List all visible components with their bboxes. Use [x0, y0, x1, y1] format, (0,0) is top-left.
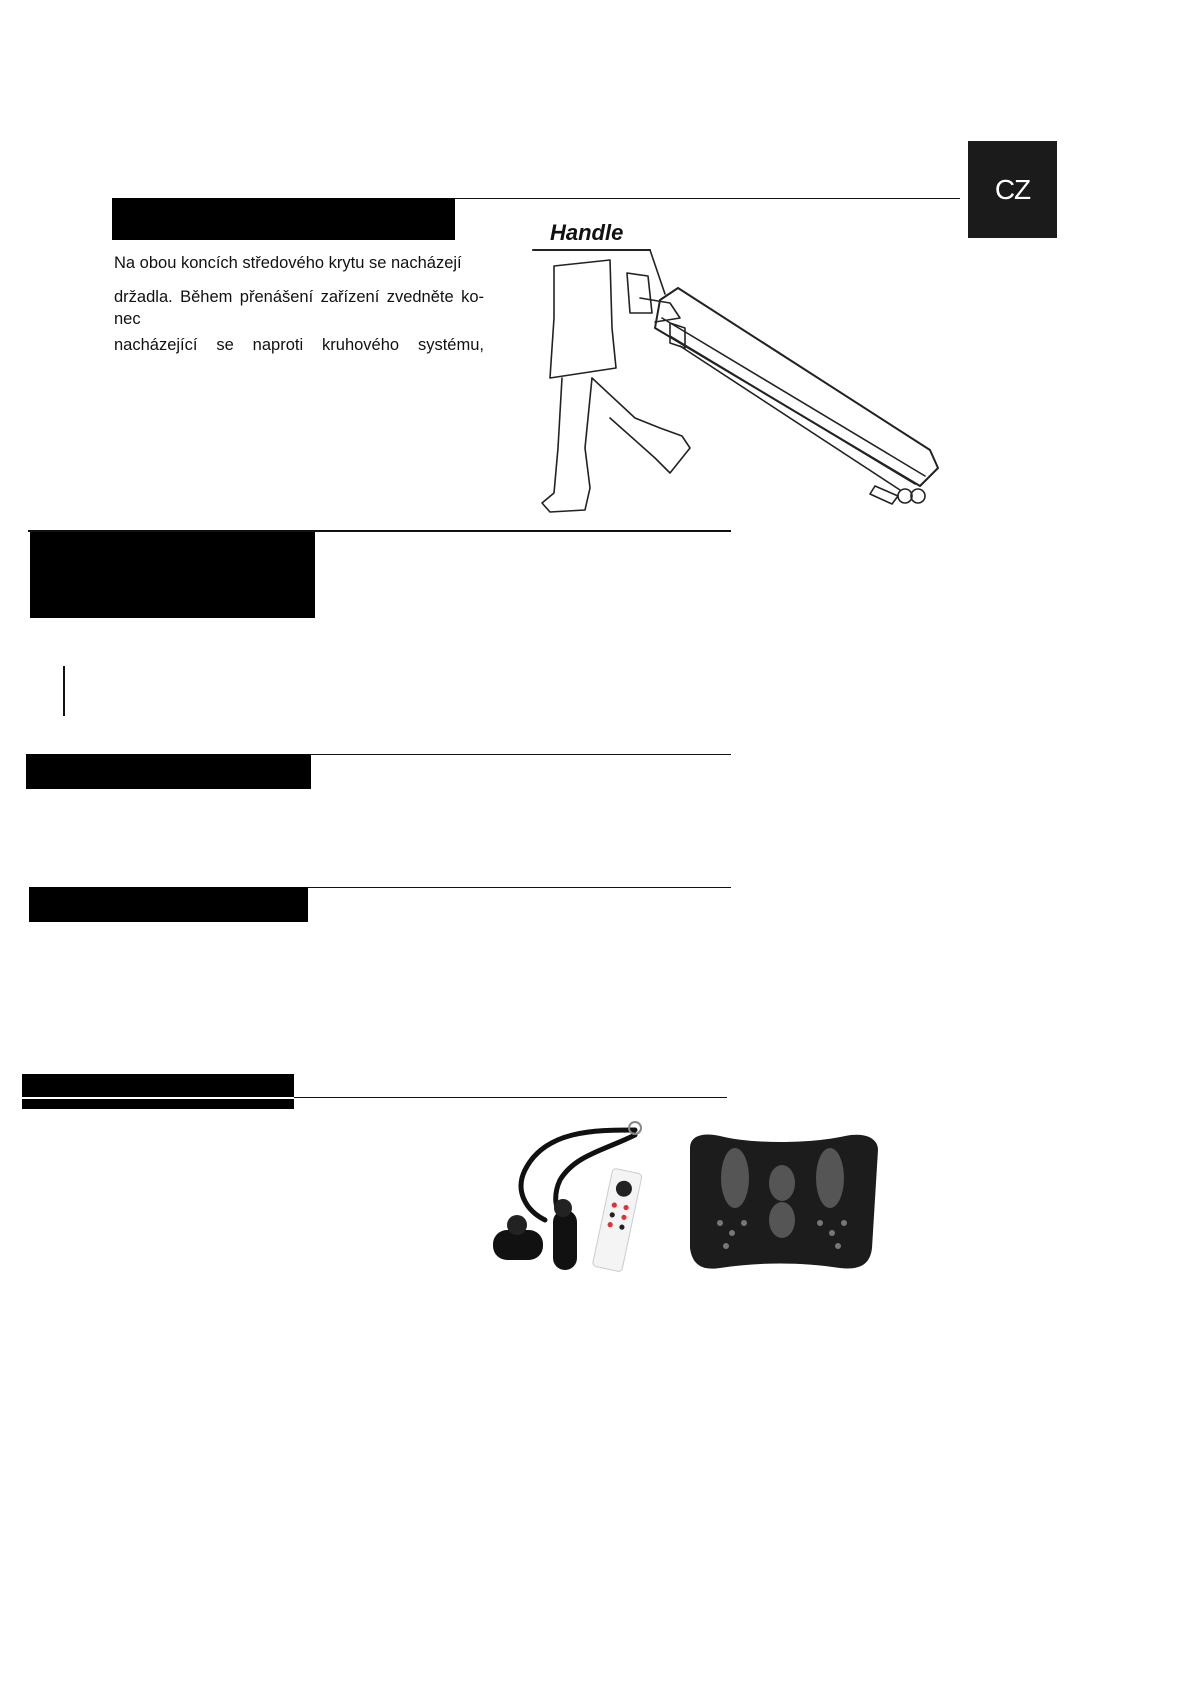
- resistance-band-remote-illustration: [485, 1110, 675, 1285]
- para-line-3: nacházející se naproti kruhového systému,: [114, 336, 484, 354]
- section2-heading-bar: [30, 532, 315, 618]
- section3-rule: [310, 754, 731, 755]
- section5-rule: [294, 1097, 727, 1098]
- section5-heading-bar: [22, 1074, 294, 1109]
- illustration-handle-label: Handle: [550, 220, 624, 245]
- section1-paragraph: [114, 252, 484, 356]
- language-tab: [968, 141, 1057, 238]
- vertical-marker: [63, 666, 65, 716]
- section4-heading-bar: [29, 887, 308, 922]
- para-line-1: Na obou koncích středového krytu se nacházejí: [114, 254, 462, 272]
- massage-mat-illustration: [680, 1128, 885, 1278]
- section5-bar-stripe: [22, 1097, 294, 1099]
- section4-rule: [308, 887, 731, 888]
- section3-heading-bar: [26, 754, 311, 789]
- section1-heading-bar: [112, 198, 455, 240]
- section1-rule: [455, 198, 960, 199]
- language-tab-label: CZ: [994, 173, 1031, 205]
- para-line-2: držadla. Během přenášení zařízení zvedněte ko-nec: [114, 288, 484, 328]
- carry-illustration: [530, 218, 950, 523]
